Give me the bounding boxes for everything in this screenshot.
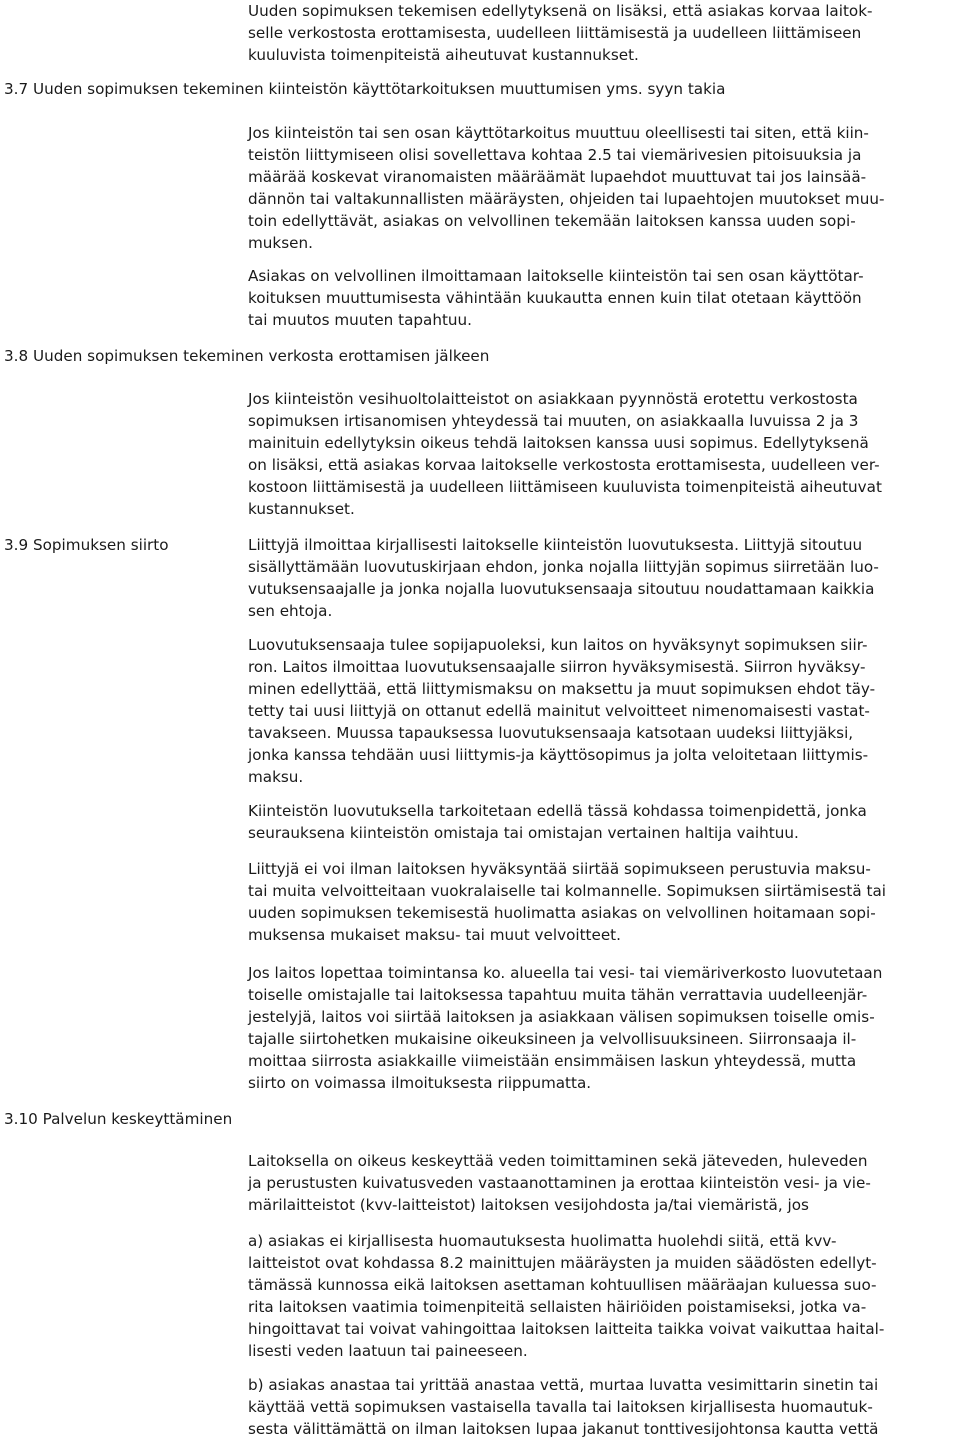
text-line: tämässä kunnossa eikä laitoksen asettaman kohtuullisen määräajan kuluessa suo-: [248, 1276, 877, 1294]
text-line: uuden sopimuksen tekemisestä huolimatta asiakas on velvollinen hoitamaan sopi-: [248, 904, 876, 922]
text-line: muksensa mukaiset maksu- tai muut velvoitteet.: [248, 926, 621, 944]
text-line: käyttää vettä sopimuksen vastaisella tavalla tai laitoksen kirjallisesta huomautuk-: [248, 1398, 873, 1416]
text-line: koituksen muuttumisesta vähintään kuukautta ennen kuin tilat otetaan käyttöön: [248, 289, 862, 307]
text-line: Jos kiinteistön tai sen osan käyttötarkoitus muuttuu oleellisesti tai siten, että kiin-: [248, 124, 869, 142]
text-line: moittaa siirrosta asiakkaille viimeistään ensimmäisen laskun yhteydessä, mutta: [248, 1052, 857, 1070]
text-line: toiselle omistajalle tai laitoksessa tapahtuu muita tähän verrattavia uudelleenjär-: [248, 986, 868, 1004]
text-line: tetty tai uusi liittyjä on ottanut edellä mainitut velvoitteet nimenomaisesti vastat-: [248, 702, 870, 720]
text-line: rita laitoksen vaatimia toimenpiteitä sellaisten häiriöiden poistamiseksi, jotka va-: [248, 1298, 867, 1316]
text-line: b) asiakas anastaa tai yrittää anastaa vettä, murtaa luvatta vesimittarin sinetin tai: [248, 1376, 879, 1394]
text-line: jestelyjä, laitos voi siirtää laitoksen ja asiakkaan välisen sopimuksen toiselle omis-: [248, 1008, 875, 1026]
section-heading-3-7: 3.7 Uuden sopimuksen tekeminen kiinteistön käyttötarkoituksen muuttumisen yms. syyn takia: [4, 80, 726, 98]
text-line: on lisäksi, että asiakas korvaa laitokselle verkostosta erottamisesta, uudelleen ver-: [248, 456, 880, 474]
text-line: ron. Laitos ilmoittaa luovutuksensaajalle siirron hyväksymisestä. Siirron hyväksy-: [248, 658, 866, 676]
paragraph-3-8: [248, 388, 960, 520]
text-line: minen edellyttää, että liittymismaksu on maksettu ja muut sopimuksen ehdot täy-: [248, 680, 876, 698]
text-line: kustannukset.: [248, 500, 355, 518]
section-heading-3-10: 3.10 Palvelun keskeyttäminen: [4, 1110, 233, 1128]
text-line: a) asiakas ei kirjallisesta huomautuksesta huolimatta huolehdi siitä, että kvv-: [248, 1232, 837, 1250]
text-line: Liittyjä ei voi ilman laitoksen hyväksyntää siirtää sopimukseen perustuvia maksu-: [248, 860, 871, 878]
text-line: Jos kiinteistön vesihuoltolaitteistot on asiakkaan pyynnöstä erotettu verkostosta: [248, 390, 858, 408]
text-line: kuuluvista toimenpiteistä aiheutuvat kustannukset.: [248, 46, 639, 64]
section-heading-3-8: 3.8 Uuden sopimuksen tekeminen verkosta erottamisen jälkeen: [4, 347, 490, 365]
text-line: muksen.: [248, 234, 313, 252]
text-line: tavakseen. Muussa tapauksessa luovutuksensaaja katsotaan uudeksi liittyjäksi,: [248, 724, 854, 742]
text-line: tai muita velvoitteitaan vuokralaiselle tai kolmannelle. Sopimuksen siirtämisestä tai: [248, 882, 886, 900]
text-line: lisesti veden laatuun tai paineeseen.: [248, 1342, 528, 1360]
text-line: kostoon liittämisestä ja uudelleen liittämiseen kuuluvista toimenpiteistä aiheutuvat: [248, 478, 882, 496]
text-line: toin edellyttävät, asiakas on velvollinen tekemään laitoksen kanssa uuden sopi-: [248, 212, 856, 230]
text-line: märilaitteistot (kvv-laitteistot) laitoksen vesijohdosta ja/tai viemäristä, jos: [248, 1196, 809, 1214]
paragraph-3-7-a: [248, 122, 960, 254]
text-line: määrää koskevat viranomaisten määräämät lupaehdot muuttuvat tai jos lainsää-: [248, 168, 867, 186]
text-line: sopimuksen irtisanomisen yhteydessä tai muuten, on asiakkaalla luvuissa 2 ja 3: [248, 412, 859, 430]
text-line: siirto on voimassa ilmoituksesta riippumatta.: [248, 1074, 592, 1092]
text-line: selle verkostosta erottamisesta, uudelleen liittämisestä ja uudelleen liittämiseen: [248, 24, 862, 42]
text-line: maksu.: [248, 768, 304, 786]
text-line: Asiakas on velvollinen ilmoittamaan laitokselle kiinteistön tai sen osan käyttötar-: [248, 267, 864, 285]
text-line: mainituin edellytyksin oikeus tehdä laitoksen kanssa uusi sopimus. Edellytyksenä: [248, 434, 869, 452]
text-line: sen ehtoja.: [248, 602, 333, 620]
section-heading-3-9: 3.9 Sopimuksen siirto: [4, 536, 169, 554]
text-line: teistön liittymiseen olisi sovellettava kohtaa 2.5 tai viemärivesien pitoisuuksia ja: [248, 146, 862, 164]
paragraph-3-10-b: [248, 1230, 960, 1362]
paragraph-3-10-c: [248, 1374, 960, 1440]
text-line: tai muutos muuten tapahtuu.: [248, 311, 473, 329]
paragraph-3-9-e: [248, 962, 960, 1094]
paragraph-intro: [248, 0, 960, 66]
text-line: Kiinteistön luovutuksella tarkoitetaan edellä tässä kohdassa toimenpidettä, jonka: [248, 802, 867, 820]
text-line: laitteistot ovat kohdassa 8.2 mainittujen määräysten ja muiden säädösten edellyt-: [248, 1254, 877, 1272]
text-line: dännön tai valtakunnallisten määräysten, ohjeiden tai lupaehtojen muutokset muu-: [248, 190, 885, 208]
text-line: seurauksena kiinteistön omistaja tai omistajan vertainen haltija vaihtuu.: [248, 824, 799, 842]
text-line: Jos laitos lopettaa toimintansa ko. alueella tai vesi- tai viemäriverkosto luovutetaan: [248, 964, 883, 982]
text-line: ja perustusten kuivatusveden vastaanottaminen ja erottaa kiinteistön vesi- ja vie-: [248, 1174, 871, 1192]
paragraph-3-7-b: [248, 265, 960, 331]
paragraph-3-9-a: [248, 534, 960, 622]
text-line: sesta välittämättä on ilman laitoksen lupaa jakanut tonttivesijohtonsa kautta vettä: [248, 1420, 879, 1438]
text-line: jonka kanssa tehdään uusi liittymis-ja käyttösopimus ja jolta veloitetaan liittymis-: [248, 746, 869, 764]
paragraph-3-9-b: [248, 634, 960, 788]
paragraph-3-10-a: [248, 1150, 960, 1216]
text-line: Luovutuksensaaja tulee sopijapuoleksi, kun laitos on hyväksynyt sopimuksen siir-: [248, 636, 868, 654]
text-line: tajalle siirtohetken mukaisine oikeuksineen ja velvollisuuksineen. Siirronsaaja il-: [248, 1030, 857, 1048]
text-line: vutuksensaajalle ja jonka nojalla luovutuksensaaja sitoutuu noudattamaan kaikkia: [248, 580, 875, 598]
text-line: Laitoksella on oikeus keskeyttää veden toimittaminen sekä jäteveden, huleveden: [248, 1152, 868, 1170]
text-line: Liittyjä ilmoittaa kirjallisesti laitokselle kiinteistön luovutuksesta. Liittyjä sitoutuu: [248, 536, 863, 554]
paragraph-3-9-d: [248, 858, 960, 946]
text-line: Uuden sopimuksen tekemisen edellytyksenä on lisäksi, että asiakas korvaa laitok-: [248, 2, 873, 20]
text-line: sisällyttämään luovutuskirjaan ehdon, jonka nojalla liittyjän sopimus siirretään luo-: [248, 558, 879, 576]
paragraph-3-9-c: [248, 800, 960, 844]
text-line: hingoittavat tai voivat vahingoittaa laitoksen laitteita taikka voivat vaikuttaa haital-: [248, 1320, 885, 1338]
